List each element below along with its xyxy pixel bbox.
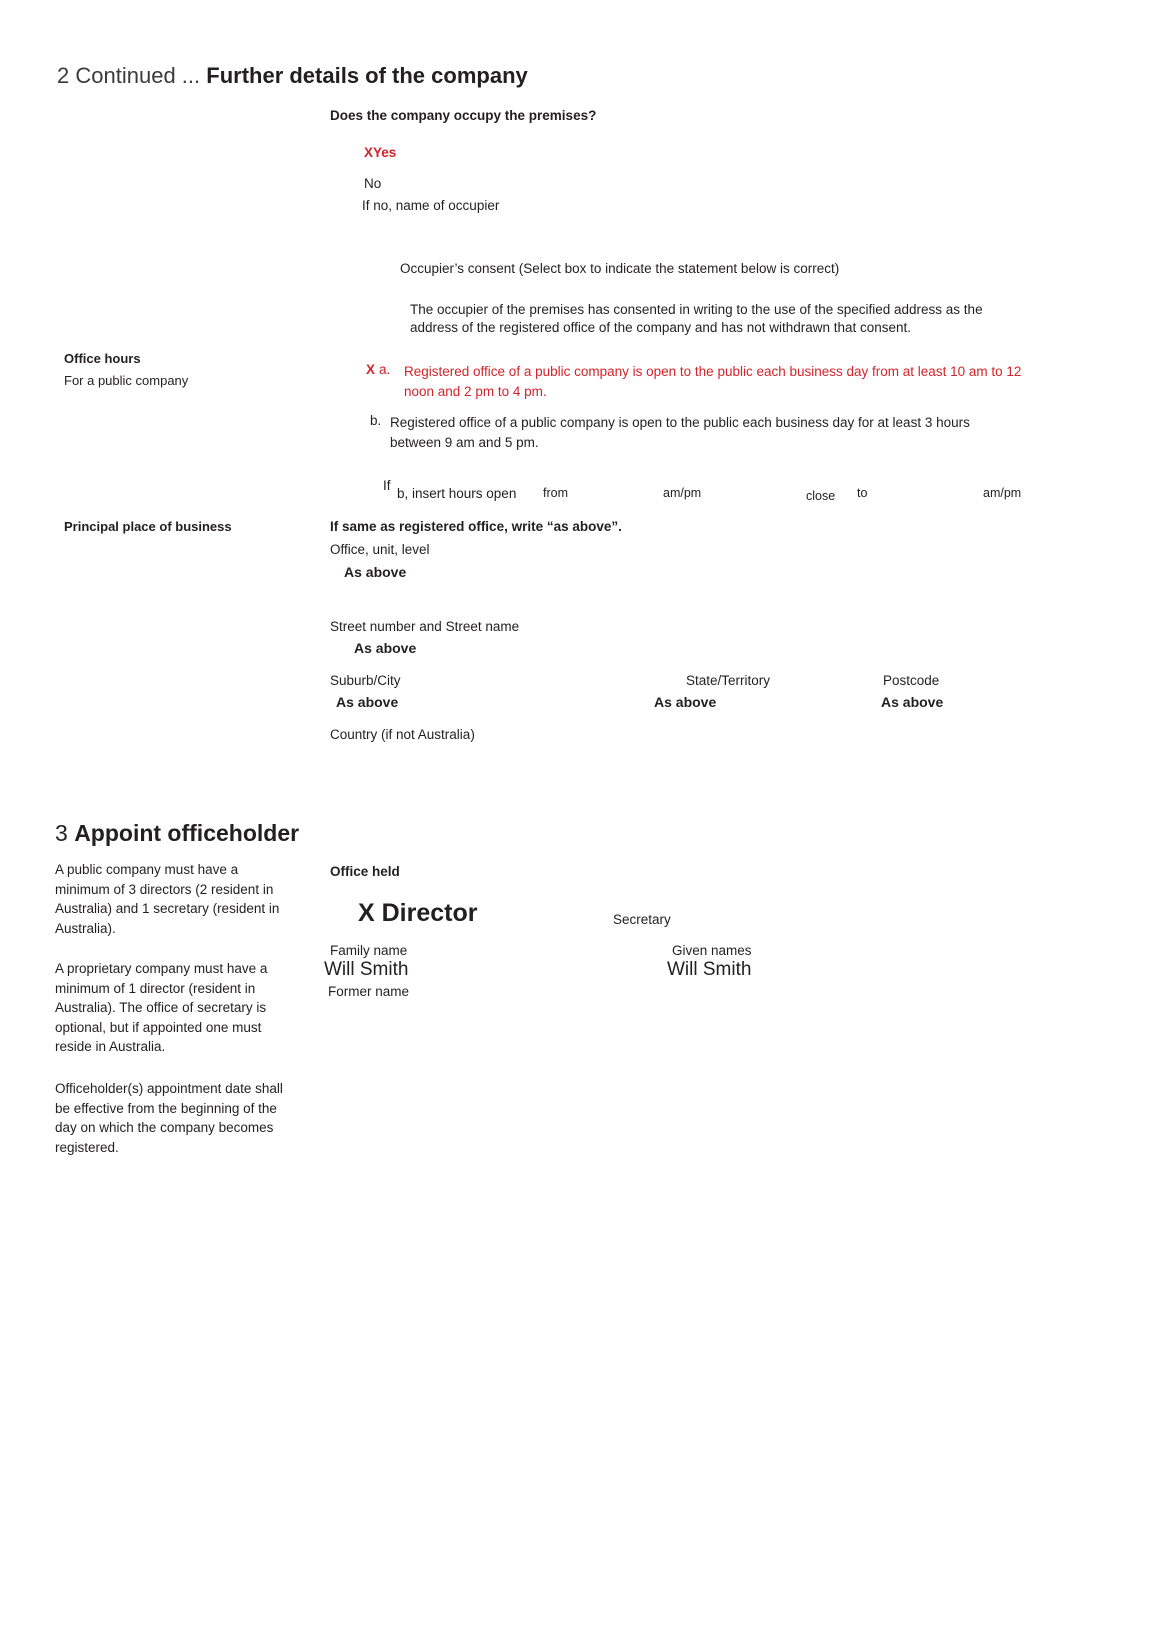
option-a-line-1: Registered office of a public company is open to the public each business day from at least 10 am to 12	[404, 364, 1022, 379]
state-territory-label: State/Territory	[686, 673, 771, 688]
occupy-premises-question: Does the company occupy the premises?	[330, 108, 597, 123]
country-label: Country (if not Australia)	[330, 727, 475, 742]
if-b-prefix: If	[383, 478, 391, 493]
section-3-note-3: Officeholder(s) appointment date shall be effective from the beginning of the day on which the company becomes registered.	[55, 1081, 283, 1155]
section-3-note-2: A proprietary company must have a minimum of 1 director (resident in Australia). The office of secretary is optional, but if appointed one must reside in Australia.	[55, 961, 268, 1055]
option-b-letter: b.	[370, 413, 382, 428]
office-held-label: Office held	[330, 864, 400, 879]
family-name-label: Family name	[330, 943, 408, 958]
consent-line-2: address of the registered office of the company and has not withdrawn that consent.	[410, 320, 912, 336]
postcode-label: Postcode	[883, 673, 940, 688]
no-option[interactable]: No	[364, 176, 382, 191]
street-label: Street number and Street name	[330, 619, 520, 634]
section-2-number: 2	[57, 63, 70, 88]
ampm-label-from: am/pm	[663, 486, 702, 500]
yes-label: Yes	[373, 145, 397, 160]
family-name-value[interactable]: Will Smith	[324, 959, 409, 980]
if-no-occupier-label: If no, name of occupier	[362, 198, 500, 213]
office-hours-sublabel: For a public company	[64, 373, 189, 388]
yes-mark: X	[364, 145, 374, 160]
close-label: close	[806, 489, 836, 503]
from-label: from	[543, 486, 568, 500]
occupier-consent-statement	[410, 301, 1030, 337]
state-territory-value[interactable]: As above	[654, 694, 717, 710]
principal-place-label: Principal place of business	[64, 519, 232, 534]
suburb-city-value[interactable]: As above	[336, 694, 399, 710]
if-b-insert-hours-label: b, insert hours open	[397, 486, 517, 501]
given-names-value[interactable]: Will Smith	[667, 959, 752, 980]
to-label: to	[857, 486, 868, 500]
given-names-label: Given names	[672, 943, 752, 958]
section-3-note-1: A public company must have a minimum of 3 directors (2 resident in Australia) and 1 secretary (resident in Australia).	[55, 862, 280, 936]
option-a-line-2: noon and 2 pm to 4 pm.	[404, 383, 547, 399]
postcode-value[interactable]: As above	[881, 694, 944, 710]
former-name-label: Former name	[328, 984, 410, 999]
option-b-line-1: Registered office of a public company is open to the public each business day for at least 3 hours	[390, 415, 970, 430]
section-3-title: Appoint officeholder	[74, 820, 300, 846]
office-hours-label: Office hours	[64, 351, 141, 366]
consent-line-1: The occupier of the premises has consented in writing to the use of the specified address as the	[410, 302, 983, 317]
section-3-heading	[55, 820, 299, 847]
hours-open-row	[383, 478, 1083, 511]
option-b-line-2: between 9 am and 5 pm.	[390, 434, 539, 450]
option-a-letter: a.	[379, 362, 391, 377]
suburb-city-label: Suburb/City	[330, 673, 401, 688]
yes-option[interactable]	[364, 144, 396, 162]
office-unit-level-label: Office, unit, level	[330, 542, 430, 557]
ampm-label-to: am/pm	[983, 486, 1022, 500]
section-2-continued: Continued ...	[75, 63, 201, 88]
section-3-number: 3	[55, 820, 68, 846]
secretary-option[interactable]: Secretary	[613, 912, 671, 927]
option-a-mark: X	[366, 362, 376, 377]
section-2-heading	[57, 63, 528, 89]
occupier-consent-heading: Occupier’s consent (Select box to indicate the statement below is correct)	[400, 261, 840, 276]
street-value[interactable]: As above	[354, 640, 417, 656]
section-2-title: Further details of the company	[206, 63, 528, 88]
office-unit-level-value[interactable]: As above	[344, 564, 407, 580]
office-held-director-value[interactable]: X Director	[358, 899, 478, 927]
same-as-registered-note: If same as registered office, write “as above”.	[330, 519, 622, 534]
